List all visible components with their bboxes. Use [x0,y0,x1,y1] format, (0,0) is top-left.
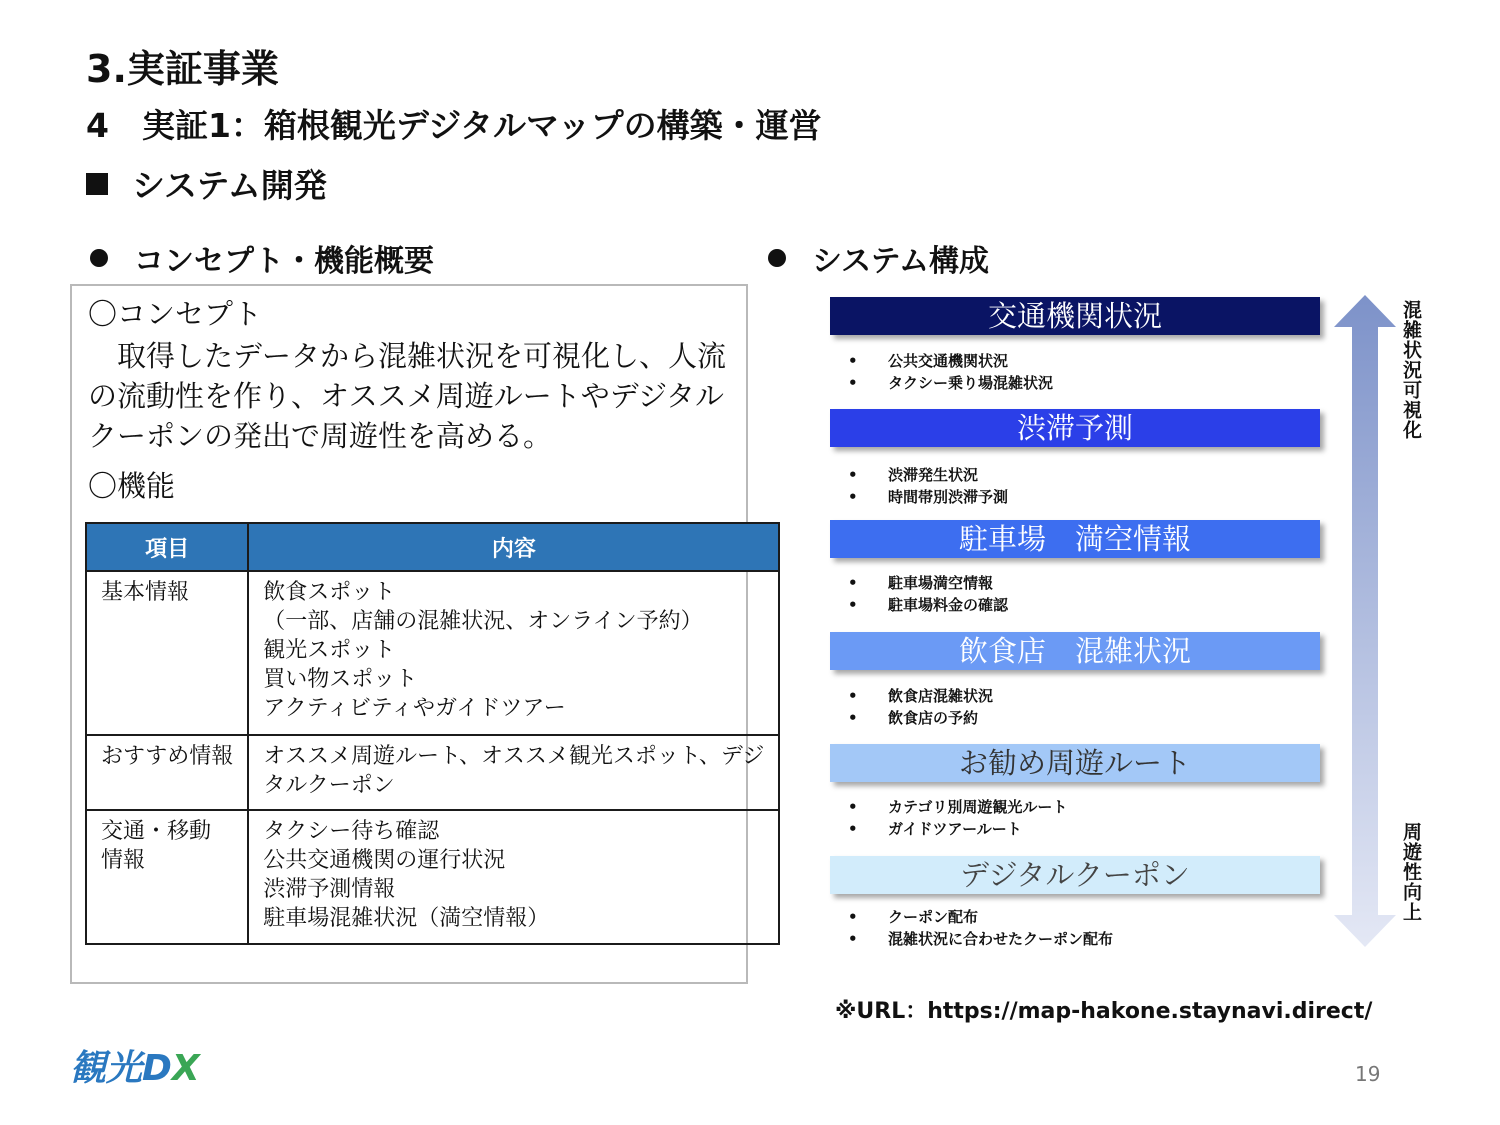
left-bullet-label: コンセプト・機能概要 [134,244,434,279]
axis-bottom-label: 周遊性向上 [1400,822,1422,922]
system-block-bar: デジタルクーポン [830,856,1320,894]
cell-text: アクティビティやガイドツアー [263,696,566,721]
circle-bullet-icon [90,249,108,267]
system-block-item: • 渋滞発生状況 [848,466,979,484]
system-block-item: • タクシー乗り場混雑状況 [848,374,1054,392]
cell-text: おすすめ情報 [101,744,234,769]
table-header-row [86,523,779,571]
cell-text: 基本情報 [101,580,190,605]
logo-accent: X [171,1048,200,1089]
cell-text: タルクーポン [263,773,395,798]
page-number: 19 [1355,1062,1381,1086]
axis-top-label: 混雑状況可視化 [1400,300,1422,440]
cell-text: オススメ周遊ルート、オススメ観光スポット、デジ [263,744,765,769]
cell-text: 駐車場混雑状況（満空情報） [263,906,550,931]
topic-heading [86,160,327,207]
cell-text: （一部、店舗の混雑状況、オンライン予約） [263,609,703,634]
system-block-item: • 駐車場料金の確認 [848,596,1009,614]
system-block-item: • 駐車場満空情報 [848,574,994,592]
cell-text: タクシー待ち確認 [263,819,440,844]
table-row [86,571,779,735]
system-block-item: • ガイドツアールート [848,820,1022,838]
cell-text: 渋滞予測情報 [263,877,396,902]
table-content-cell [248,571,779,735]
cell-text: 情報 [101,848,146,873]
url-note: ※URL：https://map-hakone.staynavi.direct/ [835,999,1373,1024]
function-heading: 〇機能 [88,469,176,503]
system-block-item: • カテゴリ別周遊観光ルート [848,798,1068,816]
table-content-cell [248,810,779,944]
system-block-bar: 駐車場 満空情報 [830,520,1320,558]
table-key-cell [86,735,248,810]
cell-text: 観光スポット [263,638,396,663]
system-block-item: • 時間帯別渋滞予測 [848,488,1009,506]
system-block-item: • 公共交通機関状況 [848,352,1009,370]
table-content-cell [248,735,779,810]
system-block-item: • 飲食店の予約 [848,709,979,727]
system-block-item: • クーポン配布 [848,908,979,926]
system-block-bar: 交通機関状況 [830,297,1320,335]
function-table [85,522,780,945]
circle-bullet-icon [768,249,786,267]
table-key-cell [86,810,248,944]
system-block-bar: 渋滞予測 [830,409,1320,447]
left-bullet-heading [90,236,434,280]
system-block-bar: 飲食店 混雑状況 [830,632,1320,670]
concept-line: 取得したデータから混雑状況を可視化し、人流 [88,339,727,373]
cell-text: 飲食スポット [263,580,396,605]
cell-text: 交通・移動 [101,819,212,844]
table-row [86,735,779,810]
double-arrow-icon [1330,295,1400,947]
square-bullet-icon [86,173,108,195]
cell-text: 公共交通機関の運行状況 [263,848,506,873]
table-header-item: 項目 [86,523,248,571]
concept-heading: 〇コンセプト [88,297,263,331]
system-block-item: • 飲食店混雑状況 [848,687,994,705]
topic-label: システム開発 [132,166,327,205]
table-header-content: 内容 [248,523,779,571]
table-row [86,810,779,944]
logo-text: 観光D [70,1048,172,1089]
concept-line: の流動性を作り、オススメ周遊ルートやデジタル [88,379,724,413]
subsection-title: 4 実証1：箱根観光デジタルマップの構築・運営 [86,106,822,145]
system-block-item: • 混雑状況に合わせたクーポン配布 [848,930,1114,948]
table-key-cell [86,571,248,735]
section-title: 3.実証事業 [86,47,279,91]
kanko-dx-logo [70,1040,200,1091]
cell-text: 買い物スポット [263,667,418,692]
right-bullet-heading [768,236,989,280]
concept-line: クーポンの発出で周遊性を高める。 [88,419,553,453]
right-bullet-label: システム構成 [812,244,989,279]
system-block-bar: お勧め周遊ルート [830,744,1320,782]
